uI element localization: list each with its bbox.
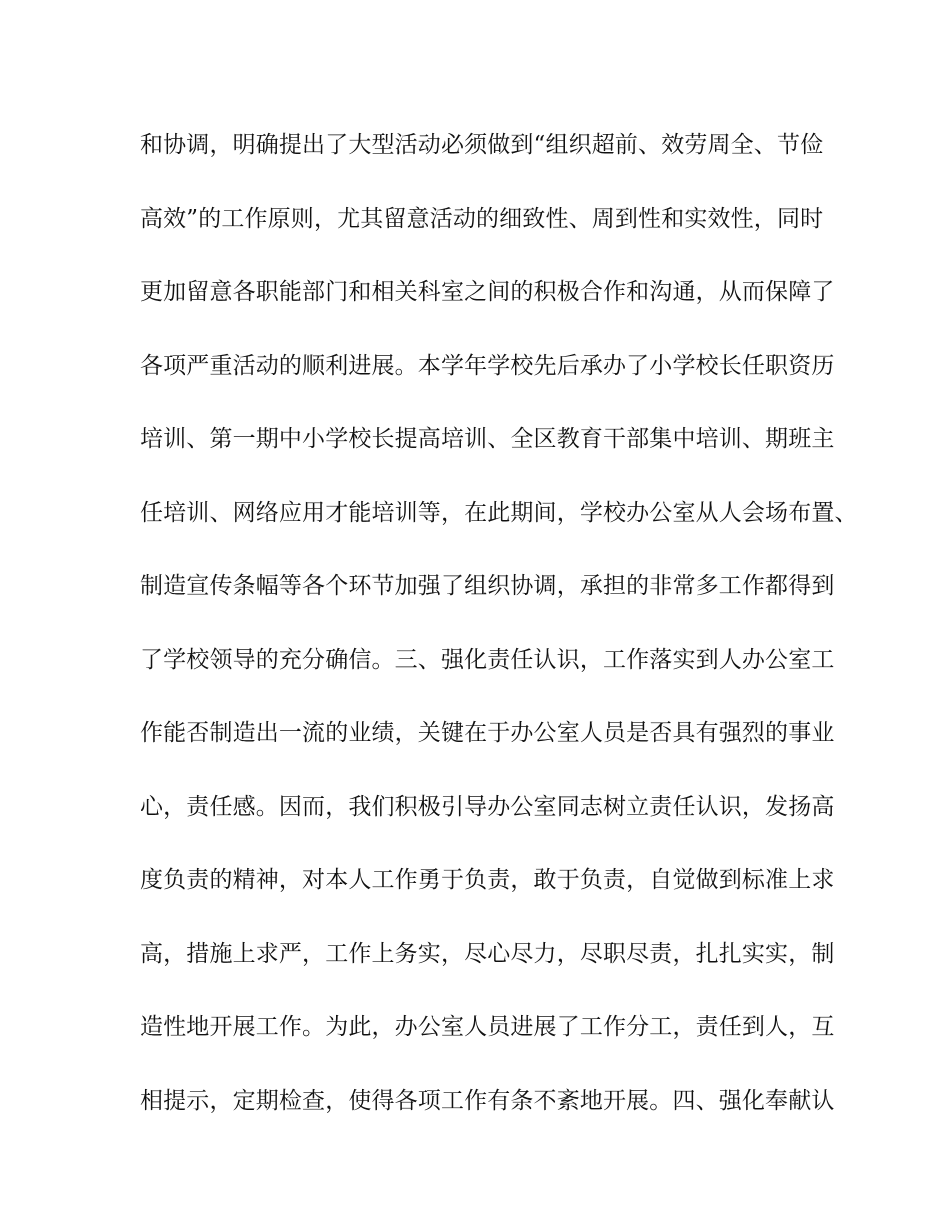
text-line: 造性地开展工作。为此，办公室人员进展了工作分工，责任到人，互 [140, 1014, 835, 1040]
text-line: 制造宣传条幅等各个环节加强了组织协调，承担的非常多工作都得到 [140, 573, 835, 599]
text-line: 度负责的精神，对本人工作勇于负责，敢于负责，自觉做到标准上求 [140, 867, 835, 893]
text-line: 高，措施上求严，工作上务实，尽心尽力，尽职尽责，扎扎实实，制 [140, 940, 835, 967]
text-line: 高效”的工作原则，尤其留意活动的细致性、周到性和实效性，同时 [140, 205, 824, 232]
text-line: 更加留意各职能部门和相关科室之间的积极合作和沟通，从而保障了 [140, 279, 835, 305]
text-line: 心，责任感。因而，我们积极引导办公室同志树立责任认识，发扬高 [140, 793, 835, 820]
text-line: 各项严重活动的顺利进展。本学年学校先后承办了小学校长任职资历 [140, 352, 835, 379]
text-line: 作能否制造出一流的业绩，关键在于办公室人员是否具有强烈的事业 [140, 720, 835, 746]
text-line: 和协调，明确提出了大型活动必须做到“组织超前、效劳周全、节俭 [140, 132, 824, 158]
body-text [140, 122, 858, 1151]
text-line: 任培训、网络应用才能培训等，在此期间，学校办公室从人会场布置、 [140, 499, 858, 526]
text-line: 相提示，定期检查，使得各项工作有条不紊地开展。四、强化奉献认 [140, 1087, 835, 1114]
text-line: 培训、第一期中小学校长提高培训、全区教育干部集中培训、期班主 [140, 426, 835, 452]
text-line: 了学校领导的充分确信。三、强化责任认识，工作落实到人办公室工 [140, 646, 835, 673]
